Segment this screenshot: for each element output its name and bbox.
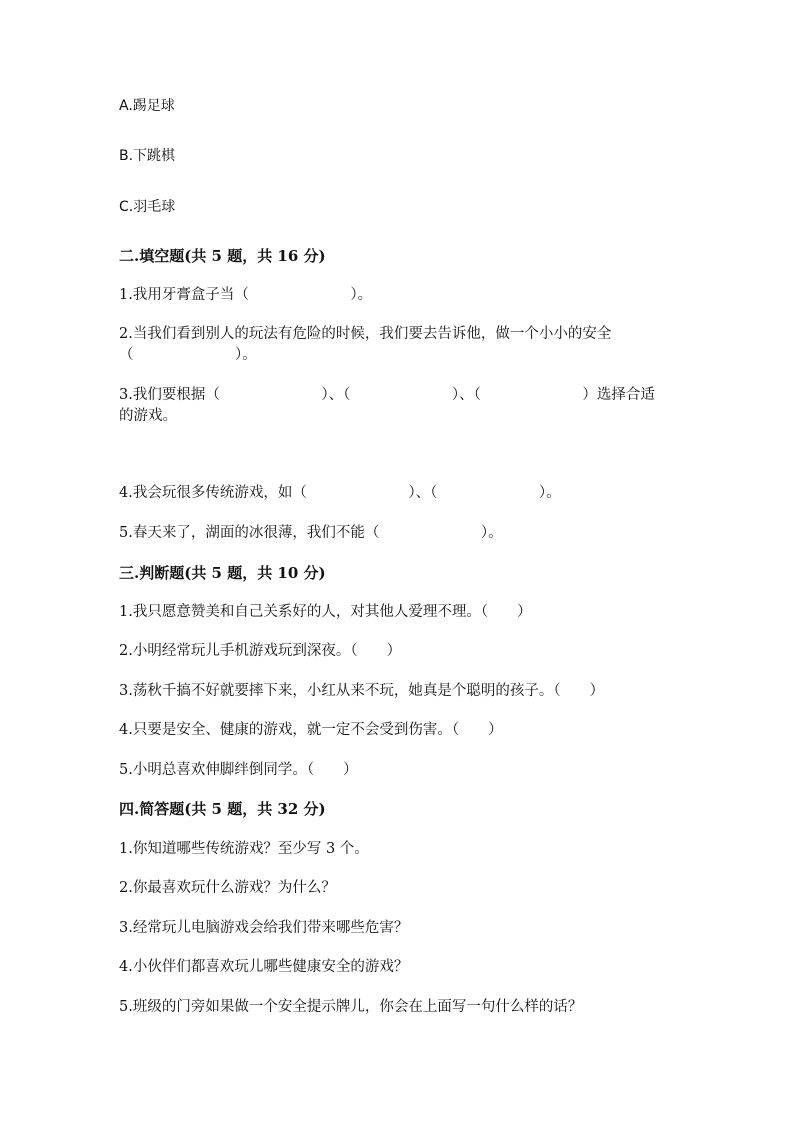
section-title-judgment: 三.判断题(共 5 题，共 10 分) <box>119 564 326 582</box>
judgment-question-4: 4.只要是安全、健康的游戏，就一定不会受到伤害。（ ） <box>119 722 503 738</box>
fill-question-3-line-1: 3.我们要根据（ ）、（ ）、（ ）选择合适 <box>119 387 655 403</box>
judgment-question-5: 5.小明总喜欢伸脚绊倒同学。（ ） <box>119 762 358 778</box>
short-answer-question-5: 5.班级的门旁如果做一个安全提示牌儿，你会在上面写一句什么样的话？ <box>119 999 583 1015</box>
short-answer-question-1: 1.你知道哪些传统游戏？至少写 3 个。 <box>119 841 369 857</box>
judgment-question-3: 3.荡秋千搞不好就要摔下来，小红从来不玩，她真是个聪明的孩子。（ ） <box>119 683 605 699</box>
fill-question-3-line-2: 的游戏。 <box>119 408 177 424</box>
fill-question-2-line-2: （ ）。 <box>119 347 257 363</box>
judgment-question-2: 2.小明经常玩儿手机游戏玩到深夜。（ ） <box>119 643 402 659</box>
choice-b: B.下跳棋 <box>119 148 176 164</box>
fill-question-5: 5.春天来了，湖面的冰很薄，我们不能（ ）。 <box>119 525 503 541</box>
short-answer-question-4: 4.小伙伴们都喜欢玩儿哪些健康安全的游戏？ <box>119 959 409 975</box>
section-title-short-answer: 四.简答题(共 5 题，共 32 分) <box>119 800 326 818</box>
fill-question-2-line-1: 2.当我们看到别人的玩法有危险的时候，我们要去告诉他，做一个小小的安全 <box>119 326 612 342</box>
choice-c: C.羽毛球 <box>119 199 176 215</box>
fill-question-1: 1.我用牙膏盒子当（ ）。 <box>119 287 373 303</box>
judgment-question-1: 1.我只愿意赞美和自己关系好的人，对其他人爱理不理。（ ） <box>119 604 532 620</box>
choice-a: A.踢足球 <box>119 98 175 114</box>
short-answer-question-2: 2.你最喜欢玩什么游戏？为什么？ <box>119 880 336 896</box>
section-title-fill-blank: 二.填空题(共 5 题，共 16 分) <box>119 247 326 265</box>
fill-question-4: 4.我会玩很多传统游戏，如（ ）、（ ）。 <box>119 485 561 501</box>
short-answer-question-3: 3.经常玩儿电脑游戏会给我们带来哪些危害？ <box>119 920 409 936</box>
